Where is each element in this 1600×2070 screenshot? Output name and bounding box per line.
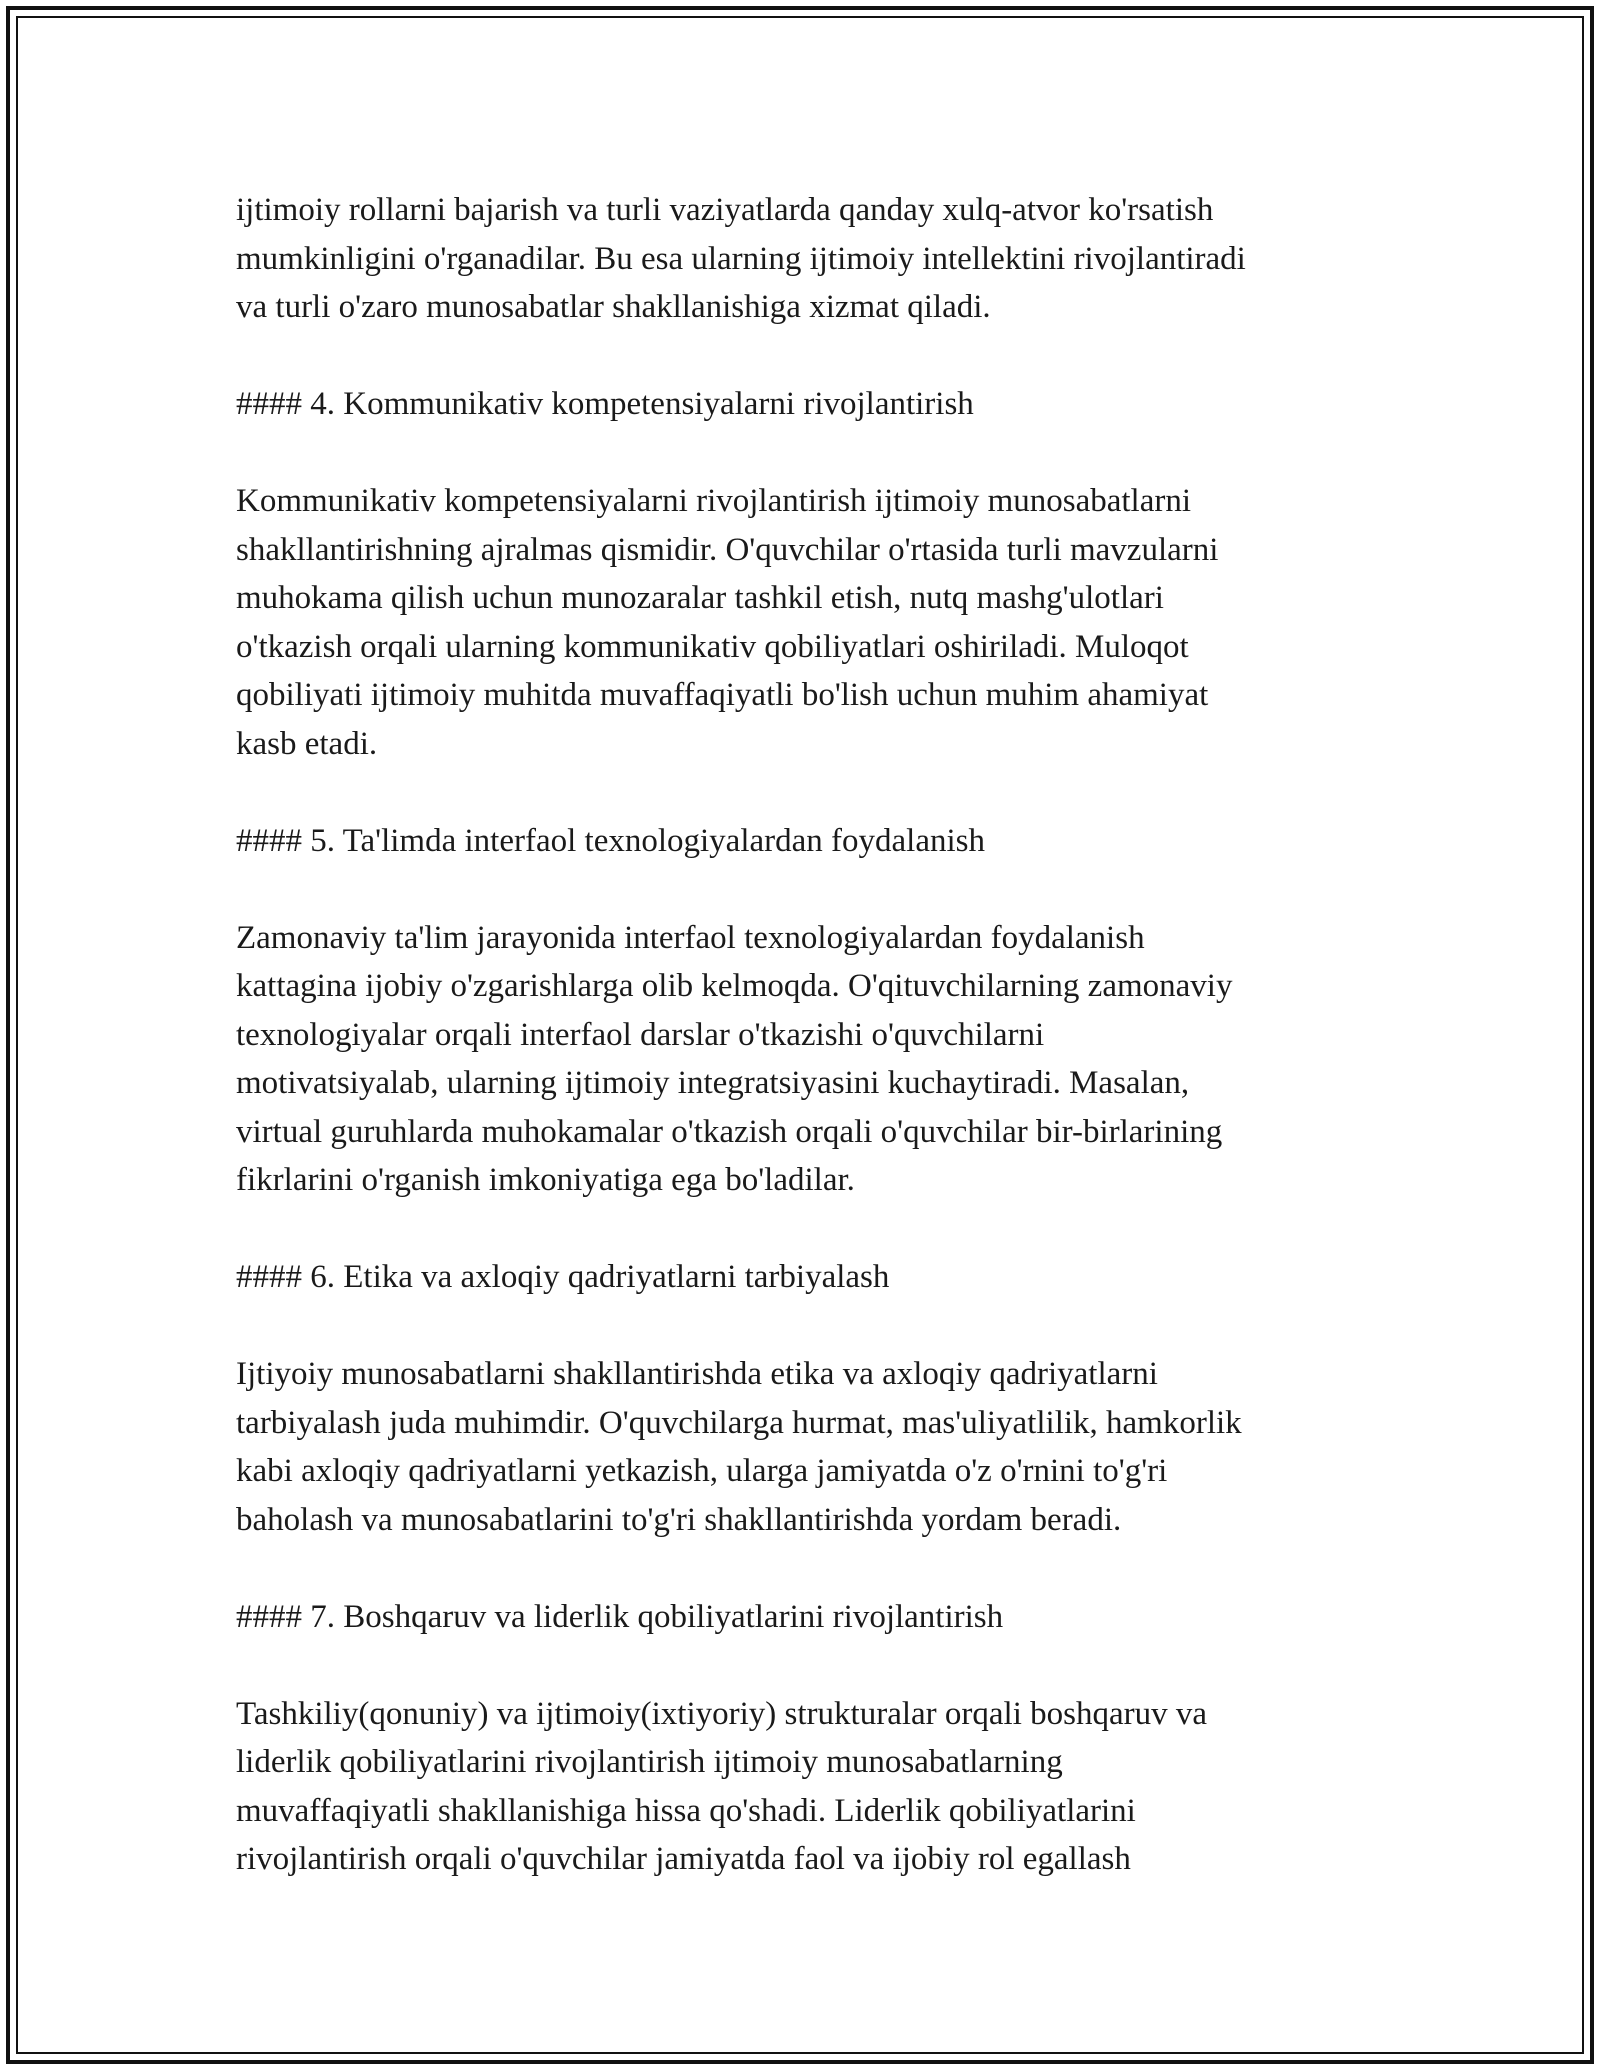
text-line: Ijtiyoiy munosabatlarni shakllantirishda etika va axloqiy qadriyatlarni <box>236 1356 1158 1392</box>
paragraph-spacer <box>236 429 1396 478</box>
text-line: ijtimoiy rollarni bajarish va turli vaziyatlarda qanday xulq-atvor ko'rsatish <box>236 192 1214 228</box>
text-line: Zamonaviy ta'lim jarayonida interfaol texnologiyalardan foydalanish <box>236 919 1145 956</box>
paragraph-spacer <box>236 1302 1396 1351</box>
text-line: muhokama qilish uchun munozaralar tashkil etish, nutq mashg'ulotlari <box>236 580 1164 616</box>
text-line: tarbiyalash juda muhimdir. O'quvchilarga hurmat, mas'uliyatlilik, hamkorlik <box>236 1404 1242 1441</box>
text-line: shakllantirishning ajralmas qismidir. O'quvchilar o'rtasida turli mavzularni <box>236 531 1219 568</box>
text-line: fikrlarini o'rganish imkoniyatiga ega bo'ladilar. <box>236 1162 855 1198</box>
text-line: mumkinligini o'rganadilar. Bu esa ularning ijtimoiy intellektini rivojlantiradi <box>236 240 1246 277</box>
text-line: kattagina ijobiy o'zgarishlarga olib kelmoqda. O'qituvchilarning zamonaviy <box>236 968 1233 1004</box>
text-line: qobiliyati ijtimoiy muhitda muvaffaqiyatli bo'lish uchun muhim ahamiyat <box>236 677 1209 713</box>
text-line: o'tkazish orqali ularning kommunikativ qobiliyatlari oshiriladi. Muloqot <box>236 628 1189 665</box>
section-heading-6: #### 6. Etika va axloqiy qadriyatlarni tarbiyalash <box>236 1259 890 1295</box>
section-heading-5: #### 5. Ta'limda interfaol texnologiyalardan foydalanish <box>236 822 985 859</box>
paragraph-section-4 <box>236 477 1396 768</box>
paragraph-spacer <box>236 1544 1396 1593</box>
text-line: rivojlantirish orqali o'quvchilar jamiyatda faol va ijobiy rol egallash <box>236 1841 1131 1877</box>
paragraph-intro <box>236 186 1396 332</box>
paragraph-section-7 <box>236 1690 1396 1884</box>
paragraph-spacer <box>236 1641 1396 1690</box>
document-body <box>236 186 1396 1884</box>
paragraph-section-6 <box>236 1350 1396 1544</box>
text-line: kabi axloqiy qadriyatlarni yetkazish, ularga jamiyatda o'z o'rnini to'g'ri <box>236 1453 1168 1489</box>
paragraph-spacer <box>236 865 1396 914</box>
text-line: baholash va munosabatlarini to'g'ri shakllantirishda yordam beradi. <box>236 1501 1122 1538</box>
paragraph-section-5 <box>236 914 1396 1205</box>
text-line: motivatsiyalab, ularning ijtimoiy integratsiyasini kuchaytiradi. Masalan, <box>236 1065 1190 1101</box>
paragraph-spacer <box>236 1205 1396 1254</box>
text-line: Kommunikativ kompetensiyalarni rivojlantirish ijtimoiy munosabatlarni <box>236 483 1192 519</box>
section-heading-4: #### 4. Kommunikativ kompetensiyalarni rivojlantirish <box>236 386 974 422</box>
text-line: va turli o'zaro munosabatlar shakllanishiga xizmat qiladi. <box>236 289 991 325</box>
paragraph-spacer <box>236 332 1396 381</box>
paragraph-spacer <box>236 768 1396 817</box>
text-line: texnologiyalar orqali interfaol darslar o'tkazishi o'quvchilarni <box>236 1016 1045 1053</box>
section-heading-7: #### 7. Boshqaruv va liderlik qobiliyatlarini rivojlantirish <box>236 1598 1004 1635</box>
text-line: virtual guruhlarda muhokamalar o'tkazish orqali o'quvchilar bir-birlarining <box>236 1113 1223 1150</box>
text-line: kasb etadi. <box>236 725 378 762</box>
text-line: Tashkiliy(qonuniy) va ijtimoiy(ixtiyoriy) strukturalar orqali boshqaruv va <box>236 1695 1208 1732</box>
text-line: muvaffaqiyatli shakllanishiga hissa qo'shadi. Liderlik qobiliyatlarini <box>236 1792 1136 1829</box>
text-line: liderlik qobiliyatlarini rivojlantirish ijtimoiy munosabatlarning <box>236 1744 1063 1780</box>
